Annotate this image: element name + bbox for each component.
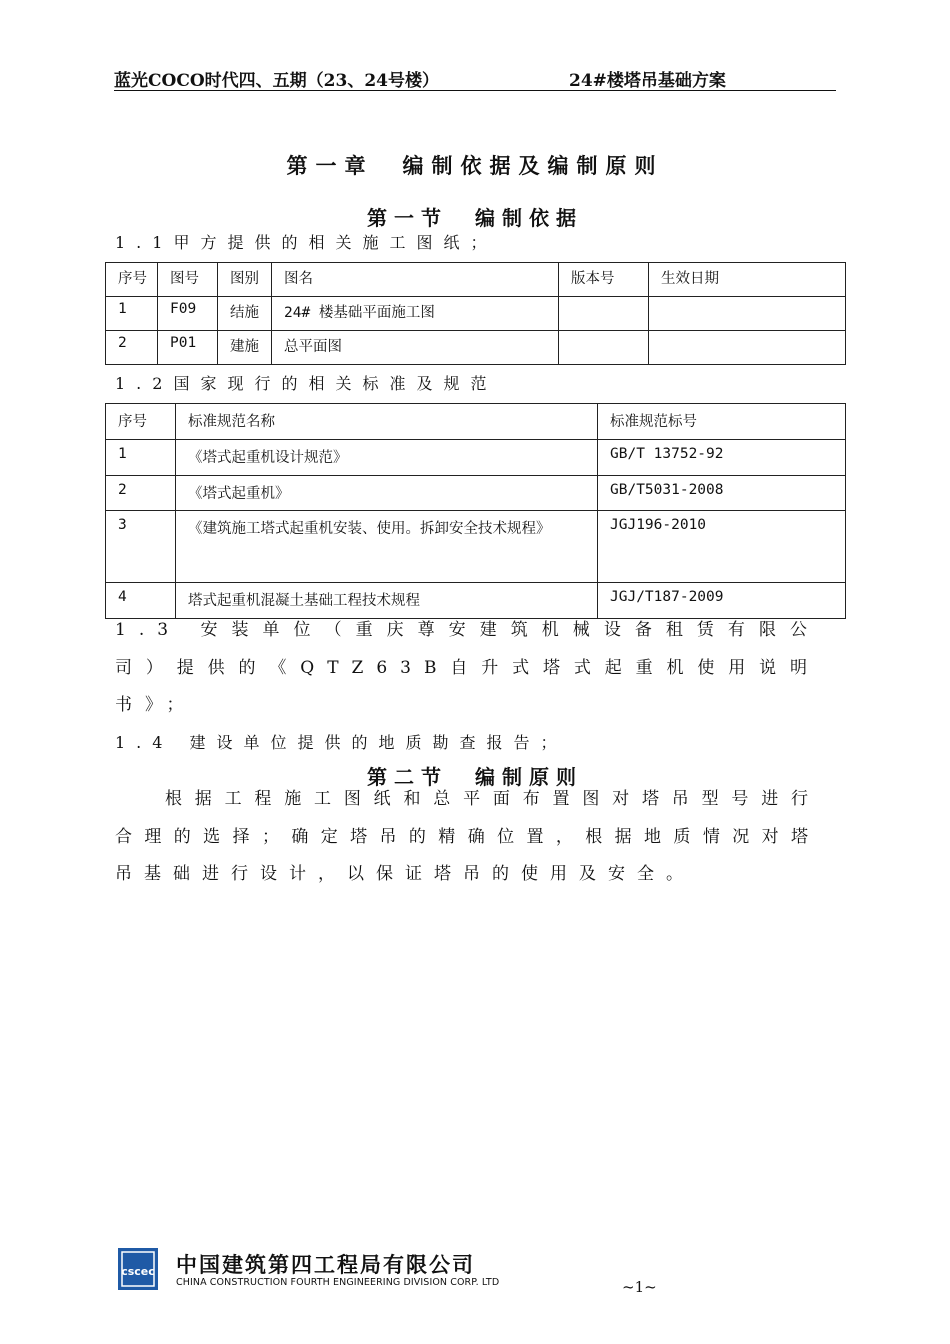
table-cell [649, 331, 846, 365]
company-logo-icon [118, 1248, 158, 1290]
table-cell: 总平面图 [272, 331, 559, 365]
table-cell: 4 [106, 583, 176, 619]
table-cell: P01 [158, 331, 218, 365]
table-header-cell: 序号 [106, 404, 176, 440]
table-header-cell: 标准规范标号 [598, 404, 846, 440]
table-cell: JGJ/T187-2009 [598, 583, 846, 619]
table-cell: 《塔式起重机设计规范》 [176, 440, 598, 476]
page-header [114, 66, 836, 91]
table-row [106, 331, 846, 365]
table-header-cell: 版本号 [559, 263, 649, 297]
item-1-2: 1.2国家现行的相关标准及规范 [115, 374, 498, 393]
table-header-cell: 序号 [106, 263, 158, 297]
table-cell: F09 [158, 297, 218, 331]
table-cell: 2 [106, 476, 176, 511]
drawings-table [105, 262, 846, 365]
section1-title: 第一节 编制依据 [367, 206, 583, 230]
table-header-cell: 图名 [272, 263, 559, 297]
table-cell: 2 [106, 331, 158, 365]
table-header-cell: 图别 [218, 263, 272, 297]
company-name-cn: 中国建筑第四工程局有限公司 [176, 1253, 475, 1277]
section2-title: 第二节 编制原则 [367, 765, 583, 789]
table-cell: 1 [106, 440, 176, 476]
table-row [106, 476, 846, 511]
standards-table [105, 403, 846, 619]
table-row [106, 297, 846, 331]
logo-text: cscec [121, 1265, 155, 1278]
table-cell: 建施 [218, 331, 272, 365]
page-number: ~1~ [622, 1278, 657, 1296]
table-cell: 《塔式起重机》 [176, 476, 598, 511]
table-cell: 24# 楼基础平面施工图 [272, 297, 559, 331]
table-header-cell: 生效日期 [649, 263, 846, 297]
company-name-en: CHINA CONSTRUCTION FOURTH ENGINEERING DIVISION CORP. LTD [176, 1277, 500, 1288]
header-project-title: 蓝光COCO时代四、五期（23、24号楼） [114, 71, 439, 91]
table-cell: 《建筑施工塔式起重机安装、使用。拆卸安全技术规程》 [176, 511, 598, 583]
table-header-row [106, 263, 846, 297]
table-row [106, 440, 846, 476]
table-header-cell: 图号 [158, 263, 218, 297]
table-cell [559, 297, 649, 331]
table-cell: 1 [106, 297, 158, 331]
table-cell: GB/T5031-2008 [598, 476, 846, 511]
table-header-row [106, 404, 846, 440]
table-cell: 塔式起重机混凝土基础工程技术规程 [176, 583, 598, 619]
table-header-cell: 标准规范名称 [176, 404, 598, 440]
table-cell: 3 [106, 511, 176, 583]
table-cell: JGJ196-2010 [598, 511, 846, 583]
item-1-3: 1.3 安装单位（重庆尊安建筑机械设备租赁有限公司）提供的《QTZ63B自升式塔式起重机使用说明书》； [115, 620, 820, 715]
principle-paragraph: 根据工程施工图纸和总平面布置图对塔吊型号进行合理的选择；确定塔吊的精确位置，根据地质情况对塔吊基础进行设计，以保证塔吊的使用及安全。 [115, 789, 820, 884]
item-1-4: 1.4 建设单位提供的地质勘查报告； [115, 733, 568, 752]
header-document-title: 24#楼塔吊基础方案 [569, 71, 726, 91]
table-cell: GB/T 13752-92 [598, 440, 846, 476]
item-1-1: 1.1甲方提供的相关施工图纸； [115, 233, 498, 252]
chapter-title: 第一章 编制依据及编制原则 [286, 154, 664, 178]
table-cell [649, 297, 846, 331]
table-row [106, 511, 846, 583]
table-cell: 结施 [218, 297, 272, 331]
table-cell [559, 331, 649, 365]
